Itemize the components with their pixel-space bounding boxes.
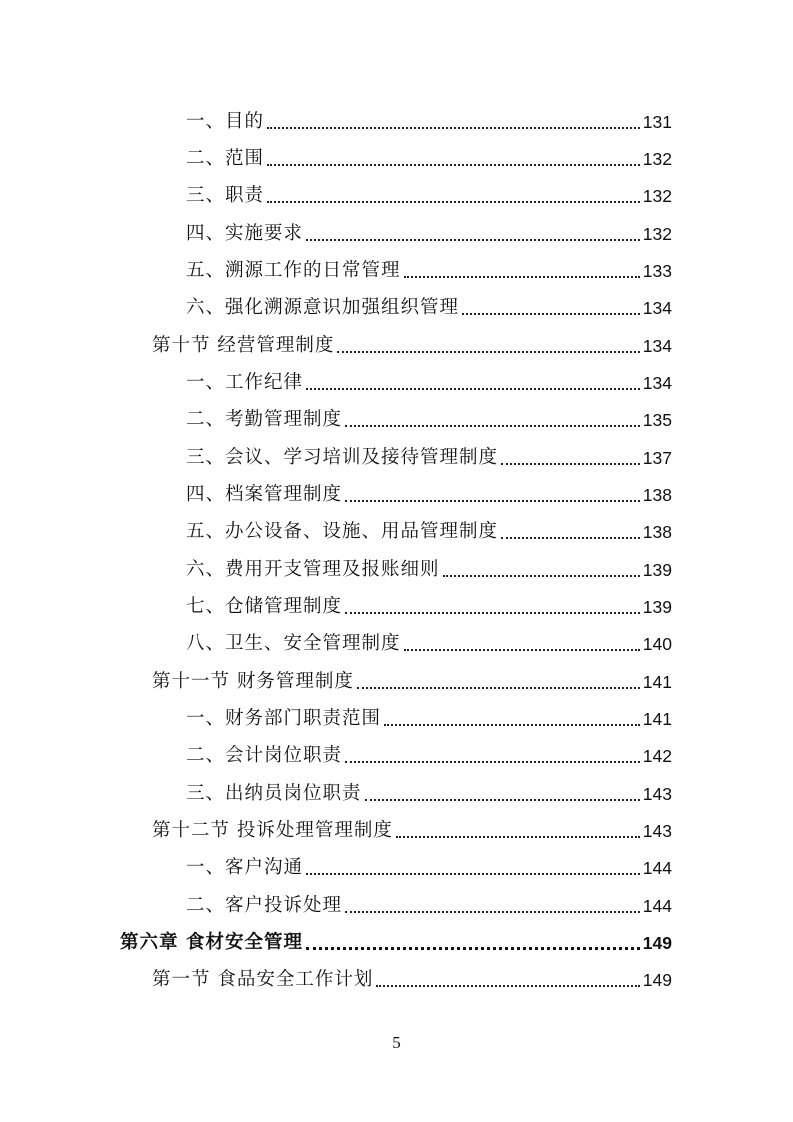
toc-entry-page: 149	[642, 933, 672, 953]
dot-leader	[443, 575, 640, 577]
toc-entry-label: 六、费用开支管理及报账细则	[186, 559, 440, 580]
dot-leader	[365, 799, 640, 801]
toc-entry-label: 二、客户投诉处理	[186, 895, 343, 916]
toc-section-entry[interactable]	[152, 813, 672, 843]
toc-entry-page: 141	[642, 709, 672, 729]
dot-leader	[306, 947, 640, 950]
dot-leader	[306, 873, 640, 875]
toc-entry[interactable]	[186, 402, 672, 432]
dot-leader	[267, 164, 640, 166]
dot-leader	[345, 911, 640, 913]
toc-entry-label: 五、办公设备、设施、用品管理制度	[186, 521, 499, 542]
dot-leader	[345, 612, 640, 614]
toc-entry-label: 六、强化溯源意识加强组织管理	[186, 297, 460, 318]
toc-entry-label: 一、客户沟通	[186, 857, 304, 878]
toc-section-entry[interactable]	[152, 962, 672, 992]
toc-section-entry[interactable]	[152, 328, 672, 358]
toc-entry[interactable]	[186, 141, 672, 171]
toc-entry[interactable]	[186, 253, 672, 283]
toc-entry-page: 141	[642, 672, 672, 692]
toc-entry-label: 七、仓储管理制度	[186, 596, 343, 617]
toc-entry-page: 139	[642, 560, 672, 580]
toc-entry-page: 143	[642, 784, 672, 804]
toc-entry-label: 第十节 经营管理制度	[152, 335, 335, 356]
toc-entry[interactable]	[186, 290, 672, 320]
toc-entry-label: 第六章 食材安全管理	[120, 932, 303, 953]
toc-entry-page: 139	[642, 597, 672, 617]
toc-entry-page: 144	[642, 858, 672, 878]
toc-section-entry[interactable]	[152, 664, 672, 694]
dot-leader	[376, 985, 639, 987]
dot-leader	[404, 276, 640, 278]
toc-entry[interactable]	[186, 701, 672, 731]
toc-entry-label: 五、溯源工作的日常管理	[186, 260, 401, 281]
dot-leader	[345, 761, 640, 763]
toc-entry[interactable]	[186, 552, 672, 582]
toc-entry-label: 四、档案管理制度	[186, 484, 343, 505]
toc-entry[interactable]	[186, 589, 672, 619]
toc-entry-page: 149	[642, 970, 672, 990]
toc-entry-page: 131	[642, 112, 672, 132]
toc-entry-page: 134	[642, 373, 672, 393]
toc-entry-page: 144	[642, 896, 672, 916]
toc-entry[interactable]	[186, 477, 672, 507]
toc-entry[interactable]	[186, 738, 672, 768]
dot-leader	[337, 351, 639, 353]
toc-entry-label: 一、目的	[186, 111, 265, 132]
toc-entry[interactable]	[186, 626, 672, 656]
toc-entry-label: 三、职责	[186, 185, 265, 206]
toc-entry-label: 四、实施要求	[186, 223, 304, 244]
toc-entry-label: 第一节 食品安全工作计划	[152, 969, 374, 990]
toc-entry-page: 132	[642, 224, 672, 244]
toc-entry-page: 132	[642, 186, 672, 206]
page-number: 5	[392, 1033, 401, 1052]
dot-leader	[396, 836, 640, 838]
toc-entry-label: 第十一节 财务管理制度	[152, 671, 354, 692]
toc-entry-page: 140	[642, 634, 672, 654]
dot-leader	[501, 463, 640, 465]
toc-entry[interactable]	[186, 440, 672, 470]
dot-leader	[462, 313, 640, 315]
toc-entry-page: 133	[642, 261, 672, 281]
toc-chapter-entry[interactable]	[120, 925, 672, 955]
toc-entry-page: 134	[642, 298, 672, 318]
toc-entry-label: 第十二节 投诉处理管理制度	[152, 820, 393, 841]
toc-entry-label: 二、范围	[186, 148, 265, 169]
toc-entry[interactable]	[186, 216, 672, 246]
dot-leader	[306, 388, 640, 390]
toc-entry-label: 八、卫生、安全管理制度	[186, 633, 401, 654]
toc-entry[interactable]	[186, 104, 672, 134]
toc-entry-label: 三、会议、学习培训及接待管理制度	[186, 447, 499, 468]
dot-leader	[267, 127, 640, 129]
toc-entry-page: 132	[642, 149, 672, 169]
dot-leader	[501, 537, 640, 539]
dot-leader	[345, 425, 640, 427]
dot-leader	[384, 724, 640, 726]
toc-entry-page: 138	[642, 522, 672, 542]
dot-leader	[345, 500, 640, 502]
toc-entry-page: 135	[642, 410, 672, 430]
toc-entry-page: 142	[642, 746, 672, 766]
dot-leader	[357, 687, 640, 689]
toc-entry-label: 二、会计岗位职责	[186, 745, 343, 766]
toc-entry-label: 一、财务部门职责范围	[186, 708, 382, 729]
toc-entry[interactable]	[186, 514, 672, 544]
toc-entry-page: 143	[642, 821, 672, 841]
toc-entry[interactable]	[186, 888, 672, 918]
dot-leader	[306, 239, 640, 241]
dot-leader	[267, 201, 640, 203]
toc-entry-label: 一、工作纪律	[186, 372, 304, 393]
toc-entry[interactable]	[186, 365, 672, 395]
toc-entry[interactable]	[186, 776, 672, 806]
toc-entry-label: 二、考勤管理制度	[186, 409, 343, 430]
dot-leader	[404, 649, 640, 651]
toc-entry-label: 三、出纳员岗位职责	[186, 783, 362, 804]
toc-entry[interactable]	[186, 178, 672, 208]
toc-entry-page: 138	[642, 485, 672, 505]
toc-entry-page: 137	[642, 448, 672, 468]
toc-entry-page: 134	[642, 336, 672, 356]
toc-entry[interactable]	[186, 850, 672, 880]
